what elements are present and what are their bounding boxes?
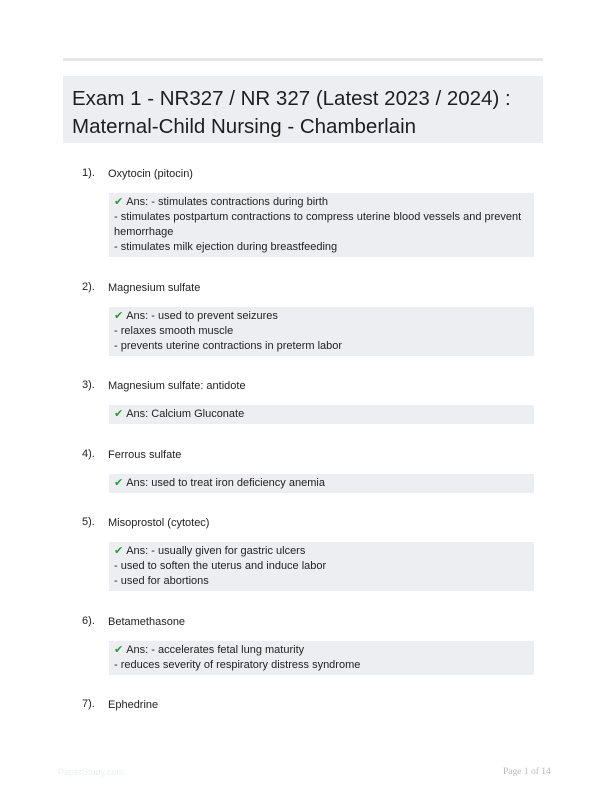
question-text: Ephedrine	[108, 699, 159, 711]
document-title-box	[63, 76, 543, 143]
answer-line: hemorrhage	[114, 226, 174, 238]
answer-line: ✔ Ans: - stimulates contractions during birth	[114, 196, 328, 208]
answer-line: ✔ Ans: used to treat iron deficiency anemia	[114, 477, 325, 489]
question-number: 5).	[82, 516, 95, 528]
answer-box	[109, 307, 534, 356]
question-text: Magnesium sulfate	[108, 282, 201, 294]
question-text: Ferrous sulfate	[108, 449, 182, 461]
question-text: Oxytocin (pitocin)	[108, 168, 193, 180]
question-text: Betamethasone	[108, 616, 186, 628]
answer-line: ✔ Ans: Calcium Gluconate	[114, 408, 245, 420]
question-text: Magnesium sulfate: antidote	[108, 380, 246, 392]
answer-line: - stimulates milk ejection during breastfeeding	[114, 241, 338, 253]
answer-line: ✔ Ans: - accelerates fetal lung maturity	[114, 644, 305, 656]
document-title-line-1: Exam 1 - NR327 / NR 327 (Latest 2023 / 2024) :	[72, 87, 511, 110]
checkmark-icon: ✔	[114, 310, 124, 322]
answer-line: - prevents uterine contractions in preterm labor	[114, 340, 343, 352]
question-number: 1).	[82, 167, 95, 179]
answer-box	[109, 474, 534, 493]
checkmark-icon: ✔	[114, 408, 124, 420]
question-number: 6).	[82, 615, 95, 627]
question-number: 4).	[82, 448, 95, 460]
answer-line: - reduces severity of respiratory distress syndrome	[114, 659, 361, 671]
answer-box	[109, 405, 534, 424]
answer-line: - stimulates postpartum contractions to compress uterine blood vessels and prevent	[114, 211, 522, 223]
top-divider	[63, 58, 543, 61]
document-title-line-2: Maternal-Child Nursing - Chamberlain	[72, 115, 417, 138]
answer-line: ✔ Ans: - used to prevent seizures	[114, 310, 278, 322]
page-number: Page 1 of 14	[503, 767, 551, 777]
answer-line: ✔ Ans: - usually given for gastric ulcers	[114, 545, 306, 557]
answer-box	[109, 193, 534, 257]
question-number: 3).	[82, 379, 95, 391]
answer-box	[109, 641, 534, 675]
question-text: Misoprostol (cytotec)	[108, 517, 210, 529]
answer-box	[109, 542, 534, 591]
answer-line: - relaxes smooth muscle	[114, 325, 234, 337]
checkmark-icon: ✔	[114, 545, 124, 557]
checkmark-icon: ✔	[114, 196, 124, 208]
question-number: 2).	[82, 281, 95, 293]
question-number: 7).	[82, 698, 95, 710]
footer-watermark: PaperStudy.com	[58, 767, 124, 777]
checkmark-icon: ✔	[114, 644, 124, 656]
answer-line: - used for abortions	[114, 575, 209, 587]
checkmark-icon: ✔	[114, 477, 124, 489]
answer-line: - used to soften the uterus and induce labor	[114, 560, 327, 572]
